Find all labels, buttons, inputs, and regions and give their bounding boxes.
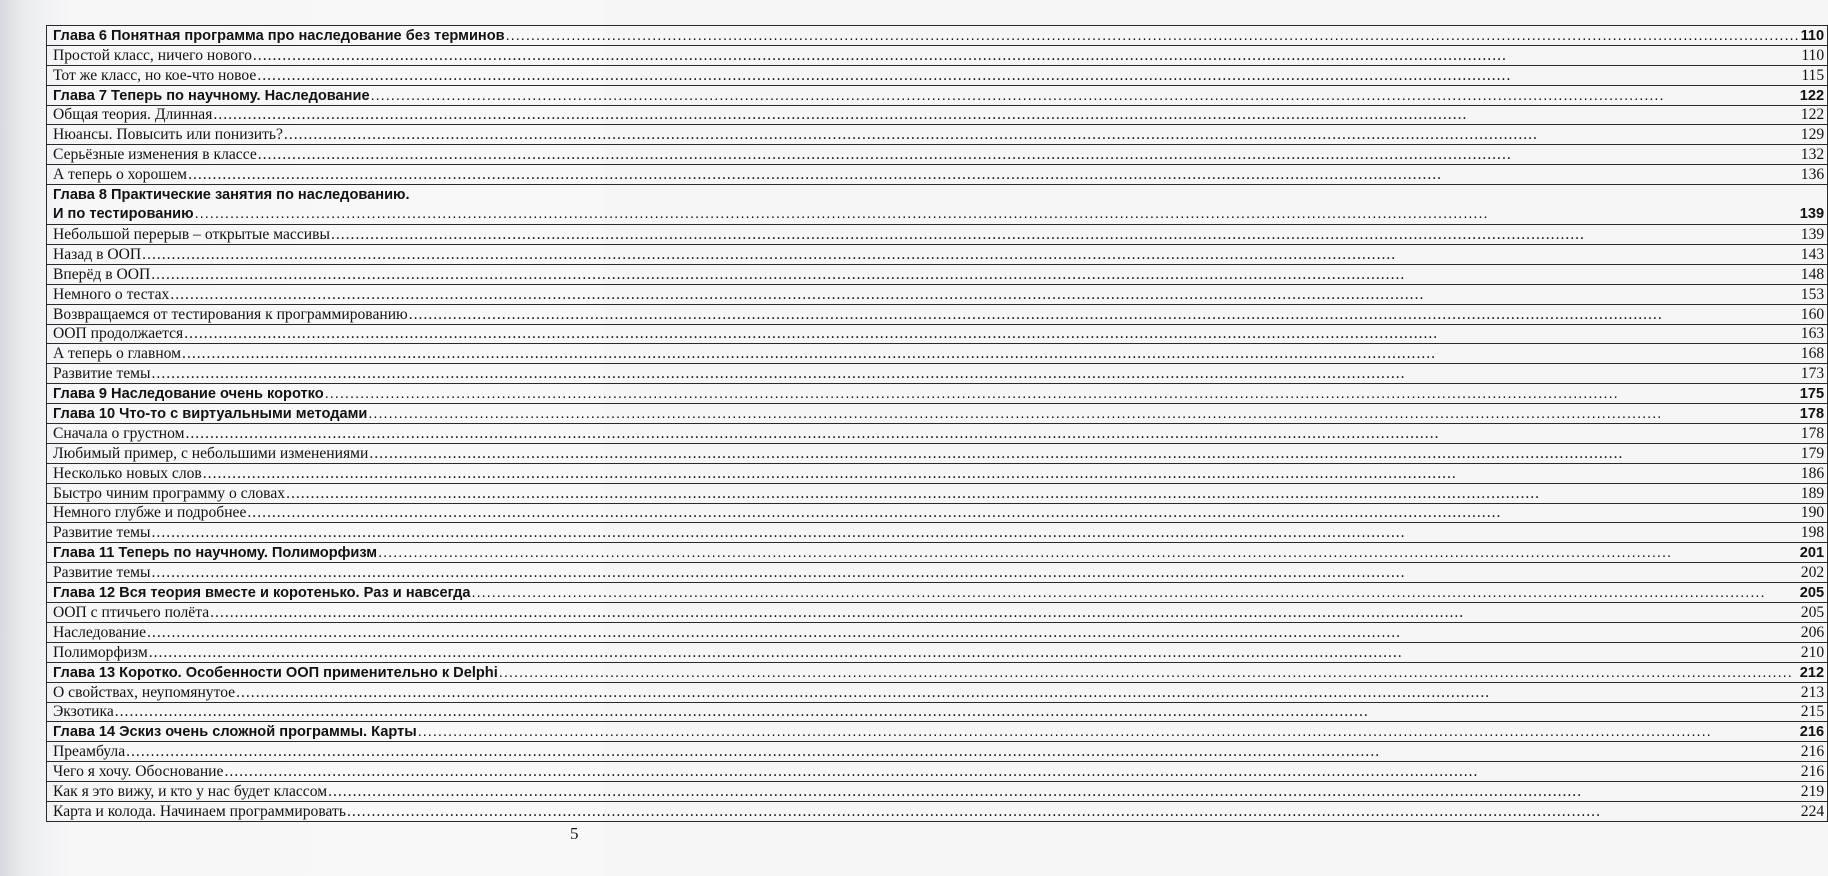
toc-cell xyxy=(47,662,1828,682)
toc-cell xyxy=(47,801,1828,821)
toc-page-number: 178 xyxy=(1800,424,1825,442)
toc-title: Глава 12 Вся теория вместе и коротенько. Раз и навсегда xyxy=(53,585,471,602)
toc-title: Общая теория. Длинная xyxy=(53,106,213,124)
toc-chapter-row xyxy=(47,543,1828,563)
toc-page-number: 160 xyxy=(1800,305,1825,323)
toc-page-number: 139 xyxy=(1800,226,1825,244)
toc-title: Развитие темы xyxy=(53,365,151,383)
dot-leader xyxy=(253,47,1800,65)
dot-leader xyxy=(195,205,1799,224)
toc-entry xyxy=(53,763,1827,781)
toc-section-row xyxy=(47,245,1828,265)
dot-leader xyxy=(368,405,1798,423)
toc-cell xyxy=(47,424,1828,444)
toc-cell xyxy=(47,185,1828,225)
toc-title: Чего я хочу. Обоснование xyxy=(53,763,224,781)
dot-leader xyxy=(499,664,1799,682)
dot-leader xyxy=(409,306,1800,324)
dot-leader xyxy=(328,783,1800,801)
toc-title: Тот же класс, но кое-что новое xyxy=(53,66,257,84)
dot-leader xyxy=(210,604,1800,622)
toc-entry xyxy=(53,783,1827,801)
toc-cell xyxy=(47,304,1828,324)
toc-page-number: 186 xyxy=(1800,464,1825,482)
toc-section-row xyxy=(47,702,1828,722)
toc-section-row xyxy=(47,145,1828,165)
toc-page-number: 189 xyxy=(1800,484,1825,502)
toc-cell xyxy=(47,742,1828,762)
toc-title: Глава 14 Эскиз очень сложной программы. Карты xyxy=(53,724,417,741)
toc-section-row xyxy=(47,105,1828,125)
toc-page-number: 148 xyxy=(1800,265,1825,283)
toc-section-row xyxy=(47,642,1828,662)
toc-page-number: 202 xyxy=(1800,564,1825,582)
toc-title: Развитие темы xyxy=(53,564,151,582)
toc-entry xyxy=(53,126,1827,144)
toc-entry xyxy=(53,166,1827,184)
toc-cell xyxy=(47,344,1828,364)
dot-leader xyxy=(152,564,1800,582)
toc-title: Глава 13 Коротко. Особенности ООП применительно к Delphi xyxy=(53,664,498,681)
toc-page-number: 201 xyxy=(1799,545,1825,562)
toc-entry xyxy=(53,664,1827,682)
toc-chapter-row xyxy=(47,384,1828,404)
dot-leader xyxy=(151,266,1800,284)
toc-cell xyxy=(47,45,1828,65)
toc-entry xyxy=(53,445,1827,463)
toc-page-number: 210 xyxy=(1800,643,1825,661)
toc-page-number: 205 xyxy=(1799,585,1825,602)
toc-title: Наследование xyxy=(53,623,147,641)
toc-title: Вперёд в ООП xyxy=(53,265,151,283)
toc-page-number: 132 xyxy=(1800,146,1825,164)
toc-page-number: 206 xyxy=(1800,623,1825,641)
toc-title: А теперь о хорошем xyxy=(53,166,188,184)
toc-entry xyxy=(53,246,1827,264)
dot-leader xyxy=(142,246,1800,264)
toc-title: Серьёзные изменения в классе xyxy=(53,146,257,164)
toc-title: Глава 6 Понятная программа про наследование без терминов xyxy=(53,27,505,44)
toc-entry xyxy=(53,345,1827,363)
toc-entry xyxy=(53,266,1827,284)
toc-entry xyxy=(53,405,1827,423)
dot-leader xyxy=(115,703,1800,721)
toc-title: Немного глубже и подробнее xyxy=(53,504,247,522)
toc-entry xyxy=(53,306,1827,324)
toc-cell xyxy=(47,145,1828,165)
toc-cell xyxy=(47,105,1828,125)
toc-page-number: 110 xyxy=(1800,27,1825,44)
toc-page-number: 198 xyxy=(1800,524,1825,542)
toc-page-number: 173 xyxy=(1800,365,1825,383)
toc-page-number: 216 xyxy=(1800,763,1825,781)
toc-cell xyxy=(47,523,1828,543)
toc-chapter-row xyxy=(47,722,1828,742)
toc-entry xyxy=(53,385,1827,403)
toc-title-line: Глава 8 Практические занятия по наследованию. xyxy=(53,187,410,204)
dot-leader xyxy=(257,67,1800,85)
toc-cell xyxy=(47,264,1828,284)
toc-entry xyxy=(53,365,1827,383)
toc-section-row xyxy=(47,682,1828,702)
toc-page-number: 212 xyxy=(1799,664,1825,681)
toc-entry xyxy=(53,544,1827,562)
toc-title: Любимый пример, с небольшими изменениями xyxy=(53,444,369,462)
dot-leader xyxy=(286,485,1800,503)
toc-cell xyxy=(47,722,1828,742)
toc-section-row xyxy=(47,284,1828,304)
dot-leader xyxy=(184,325,1800,343)
dot-leader xyxy=(152,524,1800,542)
toc-chapter-row xyxy=(47,85,1828,105)
toc-cell xyxy=(47,245,1828,265)
toc-cell xyxy=(47,404,1828,424)
toc-title: Назад в ООП xyxy=(53,245,142,263)
toc-section-row xyxy=(47,443,1828,463)
toc-section-row xyxy=(47,782,1828,802)
dot-leader xyxy=(236,684,1800,702)
dot-leader xyxy=(378,544,1799,562)
toc-section-row xyxy=(47,264,1828,284)
toc-cell xyxy=(47,543,1828,563)
toc-entry xyxy=(53,723,1827,741)
toc-section-row xyxy=(47,603,1828,623)
toc-page-number: 190 xyxy=(1800,504,1825,522)
toc-title: Развитие темы xyxy=(53,524,151,542)
toc-page-number: 129 xyxy=(1800,126,1825,144)
toc-entry xyxy=(53,644,1827,662)
page-number: 5 xyxy=(570,824,579,843)
toc-page-number: 143 xyxy=(1800,245,1825,263)
dot-leader xyxy=(418,723,1799,741)
toc-entry xyxy=(53,425,1827,443)
toc-title: Полиморфизм xyxy=(53,643,148,661)
dot-leader xyxy=(213,106,1799,124)
toc-cell xyxy=(47,85,1828,105)
toc-entry xyxy=(53,684,1827,702)
toc-page-number: 168 xyxy=(1800,345,1825,363)
toc-page-number: 122 xyxy=(1800,106,1825,124)
toc-title: Глава 10 Что-то с виртуальными методами xyxy=(53,406,368,423)
dot-leader xyxy=(369,445,1799,463)
toc-page-number: 215 xyxy=(1800,703,1825,721)
toc-entry xyxy=(53,226,1827,244)
dot-leader xyxy=(147,624,1800,642)
toc-title: Глава 9 Наследование очень коротко xyxy=(53,386,324,403)
dot-leader xyxy=(472,584,1799,602)
toc-title: Карта и колода. Начинаем программировать xyxy=(53,802,346,820)
toc-page-number: 136 xyxy=(1800,166,1825,184)
toc-entry xyxy=(53,465,1827,483)
dot-leader xyxy=(188,166,1800,184)
dot-leader xyxy=(182,345,1800,363)
toc-page-number: 219 xyxy=(1800,782,1825,800)
toc-section-row xyxy=(47,304,1828,324)
table-of-contents xyxy=(46,25,1828,822)
toc-cell xyxy=(47,563,1828,583)
toc-page-number: 175 xyxy=(1799,386,1825,403)
dot-leader xyxy=(203,465,1800,483)
toc-section-row xyxy=(47,503,1828,523)
toc-page-number: 205 xyxy=(1800,603,1825,621)
dot-leader xyxy=(325,385,1799,403)
toc-title: Быстро чиним программу о словах xyxy=(53,484,286,502)
toc-title: Немного о тестах xyxy=(53,285,170,303)
toc-title: Экзотика xyxy=(53,703,114,721)
toc-page-number: 178 xyxy=(1799,406,1825,423)
toc-section-row xyxy=(47,324,1828,344)
toc-page-number: 110 xyxy=(1801,46,1825,64)
toc-section-row xyxy=(47,424,1828,444)
toc-entry xyxy=(53,67,1827,85)
toc-page-number: 216 xyxy=(1800,743,1825,761)
toc-cell xyxy=(47,583,1828,603)
toc-section-row xyxy=(47,742,1828,762)
toc-entry xyxy=(53,87,1827,105)
toc-cell xyxy=(47,65,1828,85)
toc-title: Преамбула xyxy=(53,743,126,761)
toc-cell xyxy=(47,503,1828,523)
toc-chapter-row xyxy=(47,583,1828,603)
toc-section-row xyxy=(47,563,1828,583)
toc-entry xyxy=(53,564,1827,582)
toc-section-row xyxy=(47,65,1828,85)
toc-cell xyxy=(47,762,1828,782)
toc-page-number: 213 xyxy=(1800,683,1825,701)
toc-page-number: 115 xyxy=(1801,66,1825,84)
toc-cell xyxy=(47,225,1828,245)
toc-section-row xyxy=(47,125,1828,145)
toc-section-row xyxy=(47,523,1828,543)
dot-leader xyxy=(247,504,1799,522)
dot-leader xyxy=(224,763,1799,781)
toc-chapter-row xyxy=(47,662,1828,682)
toc-title: ООП продолжается xyxy=(53,325,184,343)
toc-title: Глава 7 Теперь по научному. Наследование xyxy=(53,87,370,104)
toc-title: Сначала о грустном xyxy=(53,424,185,442)
toc-cell xyxy=(47,642,1828,662)
toc-cell xyxy=(47,682,1828,702)
dot-leader xyxy=(185,425,1799,443)
toc-section-row xyxy=(47,225,1828,245)
dot-leader xyxy=(258,146,1800,164)
dot-leader xyxy=(506,27,1800,45)
toc-cell xyxy=(47,702,1828,722)
toc-page-number: 224 xyxy=(1800,802,1825,820)
dot-leader xyxy=(152,365,1800,383)
toc-section-row xyxy=(47,483,1828,503)
toc-entry xyxy=(53,325,1827,343)
toc-cell xyxy=(47,364,1828,384)
toc-entry xyxy=(53,504,1827,522)
toc-title: О свойствах, неупомянутое xyxy=(53,683,236,701)
toc-title: Возвращаемся от тестирования к программированию xyxy=(53,305,408,323)
toc-section-row xyxy=(47,344,1828,364)
toc-cell xyxy=(47,443,1828,463)
toc-title: Как я это вижу, и кто у нас будет классом xyxy=(53,782,328,800)
toc-section-row xyxy=(47,801,1828,821)
toc-title: Глава 11 Теперь по научному. Полиморфизм xyxy=(53,545,378,562)
dot-leader xyxy=(284,126,1800,144)
toc-cell xyxy=(47,324,1828,344)
toc-entry xyxy=(53,624,1827,642)
toc-title: Небольшой перерыв – открытые массивы xyxy=(53,226,330,244)
toc-chapter-row xyxy=(47,185,1828,225)
toc-cell xyxy=(47,483,1828,503)
toc-title: Несколько новых слов xyxy=(53,464,202,482)
dot-leader xyxy=(347,803,1800,821)
toc-entry xyxy=(53,604,1827,622)
toc-entry xyxy=(53,703,1827,721)
toc-page-number: 139 xyxy=(1799,206,1825,223)
toc-section-row xyxy=(47,463,1828,483)
toc-entry xyxy=(53,485,1827,503)
toc-page-number: 163 xyxy=(1800,325,1825,343)
toc-entry xyxy=(53,146,1827,164)
toc-section-row xyxy=(47,364,1828,384)
toc-title: Нюансы. Повысить или понизить? xyxy=(53,126,283,144)
toc-title: И по тестированию xyxy=(53,206,194,223)
toc-chapter-row xyxy=(47,404,1828,424)
toc-chapter-row xyxy=(47,26,1828,46)
toc-title: Простой класс, ничего нового xyxy=(53,46,252,64)
toc-entry xyxy=(53,47,1827,65)
toc-section-row xyxy=(47,45,1828,65)
dot-leader xyxy=(149,644,1800,662)
toc-entry xyxy=(53,743,1827,761)
toc-entry xyxy=(53,27,1827,45)
toc-entry xyxy=(53,106,1827,124)
toc-cell xyxy=(47,603,1828,623)
toc-entry xyxy=(53,584,1827,602)
toc-page-number: 179 xyxy=(1800,444,1825,462)
toc-section-row xyxy=(47,622,1828,642)
dot-leader xyxy=(371,87,1799,105)
toc-section-row xyxy=(47,762,1828,782)
toc-body xyxy=(47,26,1828,822)
toc-entry xyxy=(53,286,1827,304)
toc-cell xyxy=(47,384,1828,404)
toc-cell xyxy=(47,284,1828,304)
toc-section-row xyxy=(47,165,1828,185)
toc-page-number: 216 xyxy=(1799,724,1825,741)
toc-cell xyxy=(47,463,1828,483)
toc-entry xyxy=(53,205,1827,224)
toc-cell xyxy=(47,622,1828,642)
toc-title: А теперь о главном xyxy=(53,345,182,363)
toc-entry xyxy=(53,803,1827,821)
toc-cell xyxy=(47,125,1828,145)
toc-cell xyxy=(47,165,1828,185)
toc-entry xyxy=(53,524,1827,542)
toc-page-number: 153 xyxy=(1800,285,1825,303)
dot-leader xyxy=(170,286,1799,304)
toc-cell xyxy=(47,782,1828,802)
toc-cell xyxy=(47,26,1828,46)
dot-leader xyxy=(126,743,1800,761)
dot-leader xyxy=(331,226,1800,244)
toc-title: ООП с птичьего полёта xyxy=(53,603,210,621)
toc-page-number: 122 xyxy=(1799,87,1825,104)
